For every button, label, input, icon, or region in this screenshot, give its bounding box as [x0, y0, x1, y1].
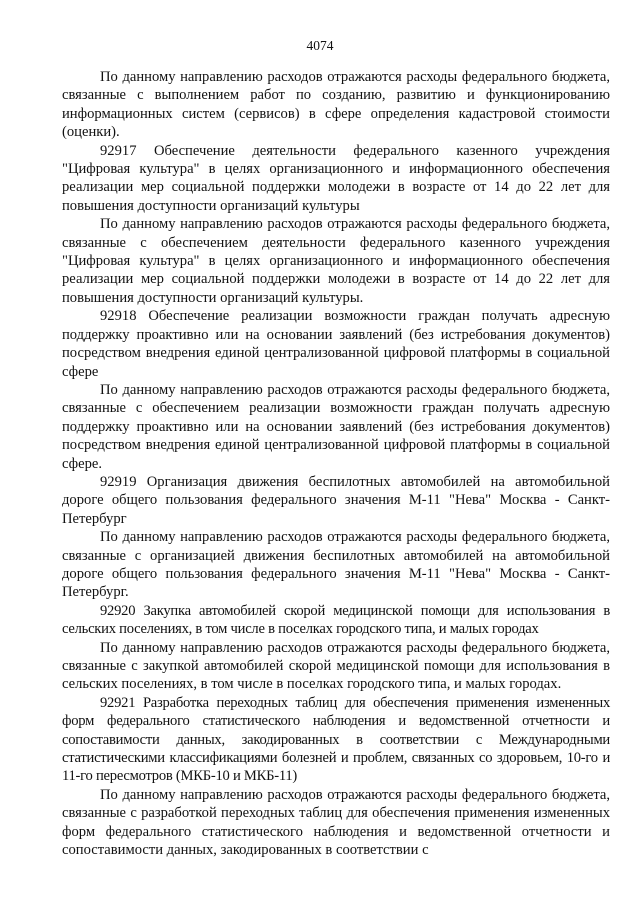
document-body — [62, 68, 611, 859]
expense-code: 92921 — [100, 694, 136, 711]
paragraph-text: Разработка переходных таблиц для обеспечения применения измененных форм федерального статистического наблюдения и ведомственной отчетности и сопоставимости данных, закодированных в соответствии с Международными статистическими классификациями болезней и проблем, связанных со здоровьем, 10-го и 11-го пересмотров (МКБ-10 и МКБ-11) — [62, 694, 610, 785]
paragraph-heading-92919 — [62, 473, 610, 528]
paragraph-text: По данному направлению расходов отражаются расходы федерального бюджета, связанные с выполнением работ по созданию, развитию и функционированию информационных систем (сервисов) в сфере определения кадастровой стоимости (оценки). — [62, 69, 610, 141]
paragraph-description-92921 — [62, 786, 610, 859]
paragraph-text: По данному направлению расходов отражаются расходы федерального бюджета, связанные с закупкой автомобилей скорой медицинской помощи для использования в сельских поселениях, в том числе в поселках городского типа, и малых городах. — [62, 639, 610, 693]
paragraph-text: Обеспечение деятельности федерального казенного учреждения "Цифровая культура" в целях организационного и информационного обеспечения реализации мер социальной поддержки молодежи в возрасте от 14 до 22 лет для повышения доступности организаций культуры — [62, 142, 610, 214]
expense-code: 92920 — [100, 602, 136, 619]
paragraph-text: По данному направлению расходов отражаются расходы федерального бюджета, связанные с обеспечением деятельности федерального казенного учреждения "Цифровая культура" в целях организационного и информационного обеспечения реализации мер социальной поддержки молодежи в возрасте от 14 до 22 лет для повышения доступности организаций культуры. — [62, 216, 610, 306]
paragraph-heading-92917 — [62, 142, 610, 216]
page-number: 4074 — [306, 38, 334, 53]
paragraph-text: По данному направлению расходов отражаются расходы федерального бюджета, связанные с организацией движения беспилотных автомобилей на автомобильной дороге общего пользования федерального значения М-11 "Нева" Москва - Санкт-Петербург. — [62, 529, 610, 601]
paragraph-description-92918 — [62, 381, 610, 473]
expense-code: 92919 — [100, 473, 137, 490]
paragraph-description-kadastr — [62, 68, 610, 142]
paragraph-text: По данному направлению расходов отражаются расходы федерального бюджета, связанные с разработкой переходных таблиц для обеспечения применения измененных форм федерального статистического наблюдения и ведомственной отчетности и сопоставимости данных, закодированных в соответствии с — [62, 786, 610, 859]
paragraph-text: Закупка автомобилей скорой медицинской помощи для использования в сельских поселениях, в том числе в поселках городского типа, и малых городах — [62, 602, 610, 638]
paragraph-heading-92921 — [62, 694, 610, 786]
paragraph-text: Организация движения беспилотных автомобилей на автомобильной дороге общего пользования федерального значения М-11 "Нева" Москва - Санкт-Петербург — [62, 473, 610, 527]
paragraph-heading-92918 — [62, 307, 610, 381]
paragraph-heading-92920 — [62, 602, 610, 639]
paragraph-description-92920 — [62, 639, 610, 694]
paragraph-text: Обеспечение реализации возможности граждан получать адресную поддержку проактивно или на основании заявлений (без истребования документов) посредством внедрения единой централизованной цифровой платформы в социальной сфере — [62, 308, 611, 380]
expense-code: 92918 — [100, 308, 137, 325]
expense-code: 92917 — [100, 142, 137, 159]
paragraph-description-92919 — [62, 528, 610, 602]
paragraph-text: По данному направлению расходов отражаются расходы федерального бюджета, связанные с обеспечением реализации возможности граждан получать адресную поддержку проактивно или на основании заявлений (без истребования документов) посредством внедрения единой централизованной цифровой платформы в социальной сфере. — [62, 381, 610, 472]
paragraph-description-92917 — [62, 215, 610, 307]
